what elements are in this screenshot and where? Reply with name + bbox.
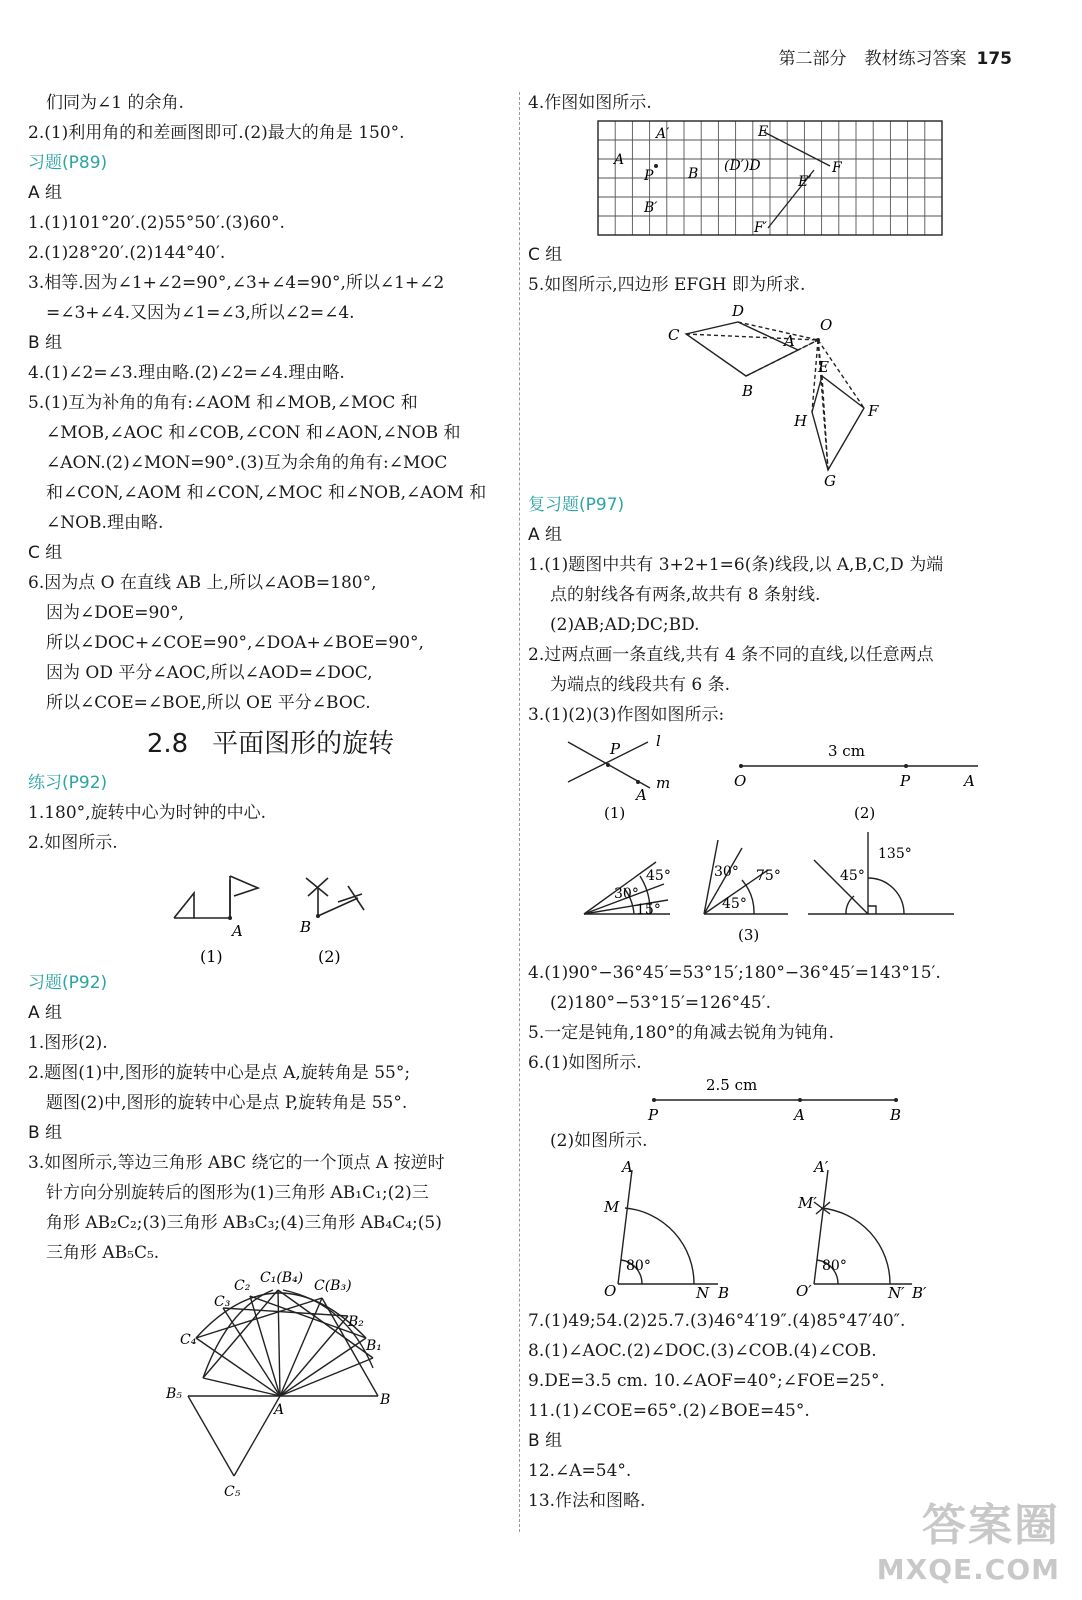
point-label: C — [668, 326, 680, 344]
point-label: B — [380, 1392, 391, 1408]
text-line: 所以∠DOC+∠COE=90°,∠DOA+∠BOE=90°, — [46, 633, 424, 653]
length-label: 3 cm — [828, 742, 865, 760]
point-label: O′ — [796, 1282, 812, 1300]
text-line: 和∠CON,∠AOM 和∠CON,∠MOC 和∠NOB,∠AOM 和 — [46, 483, 487, 503]
point-label: M′ — [798, 1194, 817, 1212]
text-line: 6.因为点 O 在直线 AB 上,所以∠AOB=180°, — [28, 573, 377, 593]
point-label: B₅ — [166, 1386, 182, 1402]
text-line: 三角形 AB₅C₅. — [46, 1243, 160, 1263]
text-line: 针方向分别旋转后的图形为(1)三角形 AB₁C₁;(2)三 — [46, 1183, 429, 1203]
column-divider — [519, 92, 520, 1532]
point-label: C₅ — [224, 1484, 241, 1500]
segment-figure — [528, 1078, 1028, 1126]
text-line: 5.如图所示,四边形 EFGH 即为所求. — [528, 275, 806, 295]
text-line: 9.DE=3.5 cm. 10.∠AOF=40°;∠FOE=25°. — [528, 1371, 885, 1391]
point-label: F′ — [754, 220, 767, 236]
text-line: ∠AON.(2)∠MON=90°.(3)互为余角的角有:∠MOC — [46, 453, 448, 473]
point-label: A′ — [814, 1158, 829, 1176]
point-label: A — [622, 1158, 633, 1176]
text-line: 4.(1)∠2=∠3.理由略.(2)∠2=∠4.理由略. — [28, 363, 345, 383]
right-column — [528, 88, 1028, 1516]
figure-caption: (1) — [200, 947, 223, 966]
text-line: 因为∠DOE=90°, — [46, 603, 185, 623]
point-label: A — [964, 772, 975, 790]
point-label: P — [900, 772, 911, 790]
point-label: G — [824, 472, 836, 490]
point-label: C₄ — [180, 1332, 197, 1348]
text-line: 13.作法和图略. — [528, 1491, 646, 1511]
text-line: 5.一定是钝角,180°的角减去锐角为钝角. — [528, 1023, 834, 1043]
point-label: C(B₃) — [314, 1278, 352, 1294]
text-line: (2)180°−53°15′=126°45′. — [550, 993, 771, 1013]
point-label: N′ — [888, 1284, 905, 1302]
point-label: E′ — [798, 174, 812, 190]
text-line: 1.图形(2). — [28, 1033, 108, 1053]
text-line: 2.(1)28°20′.(2)144°40′. — [28, 243, 226, 263]
text-line: 1.180°,旋转中心为时钟的中心. — [28, 803, 266, 823]
text-line: 角形 AB₂C₂;(3)三角形 AB₃C₃;(4)三角形 AB₄C₄;(5) — [46, 1213, 442, 1233]
text-line: 7.(1)49;54.(2)25.7.(3)46°4′19″.(4)85°47′40″. — [528, 1311, 906, 1331]
point-label: B — [300, 918, 312, 936]
text-line: 4.作图如图所示. — [528, 93, 652, 113]
point-label: A — [784, 332, 795, 350]
construction-figures — [528, 730, 1028, 958]
point-label: D — [732, 302, 745, 320]
point-label: B — [890, 1106, 902, 1124]
text-line: 1.(1)101°20′.(2)55°50′.(3)60°. — [28, 213, 285, 233]
point-label: F — [868, 402, 879, 420]
group-label: B 组 — [28, 333, 63, 353]
angle-label: 80° — [626, 1258, 651, 1274]
point-label: P — [648, 1106, 659, 1124]
text-line: 2.题图(1)中,图形的旋转中心是点 A,旋转角是 55°; — [28, 1063, 411, 1083]
point-label: A — [636, 786, 647, 804]
text-line: =∠3+∠4.又因为∠1=∠3,所以∠2=∠4. — [46, 303, 355, 323]
page-number: 175 — [976, 49, 1012, 69]
text-line: 们同为∠1 的余角. — [46, 93, 184, 113]
watermark — [877, 1489, 1060, 1586]
angle-label: 75° — [756, 868, 781, 884]
group-label: B 组 — [28, 1123, 63, 1143]
point-label: O — [604, 1282, 617, 1300]
point-label: A — [614, 152, 625, 168]
angle-label: 45° — [722, 896, 747, 912]
length-label: 2.5 cm — [706, 1078, 758, 1094]
point-label: E — [818, 358, 829, 376]
group-label: B 组 — [528, 1431, 563, 1451]
text-line: 因为 OD 平分∠AOC,所以∠AOD=∠DOC, — [46, 663, 373, 683]
point-label: B — [688, 166, 699, 182]
point-label: P — [610, 740, 621, 758]
text-line: 6.(1)如图所示. — [528, 1053, 642, 1073]
exercise-heading: 习题(P89) — [28, 153, 108, 173]
header-part: 第二部分 — [778, 49, 847, 69]
figure-caption: (3) — [738, 926, 760, 944]
point-label: A — [232, 922, 243, 940]
angle-label: 135° — [878, 846, 912, 862]
text-line: (2)如图所示. — [550, 1131, 648, 1151]
figure-caption: (2) — [318, 947, 341, 966]
rotated-triangles-figure — [28, 1268, 513, 1503]
text-line: 3.(1)(2)(3)作图如图所示: — [528, 705, 725, 725]
text-line: 12.∠A=54°. — [528, 1461, 632, 1481]
point-label: P — [644, 168, 654, 184]
grid-translation-figure — [528, 118, 1028, 240]
angle-label: 15° — [636, 902, 661, 918]
text-line: 2.过两点画一条直线,共有 4 条不同的直线,以任意两点 — [528, 645, 934, 665]
rotation-figure-small — [28, 858, 513, 968]
angle-label: 45° — [646, 868, 671, 884]
line-label: m — [656, 774, 671, 792]
text-line: ∠NOB.理由略. — [46, 513, 164, 533]
angle-copy-figures — [528, 1156, 1028, 1306]
figure-caption: (1) — [604, 804, 626, 822]
section-number: 2.8 — [146, 729, 189, 759]
figure-caption: (2) — [854, 804, 876, 822]
angle-label: 45° — [840, 868, 865, 884]
text-line: 3.相等.因为∠1+∠2=90°,∠3+∠4=90°,所以∠1+∠2 — [28, 273, 445, 293]
text-line: 3.如图所示,等边三角形 ABC 绕它的一个顶点 A 按逆时 — [28, 1153, 445, 1173]
text-line: 8.(1)∠AOC.(2)∠DOC.(3)∠COB.(4)∠COB. — [528, 1341, 877, 1361]
point-label: B₂ — [348, 1314, 364, 1330]
point-label: B′ — [912, 1284, 927, 1302]
text-line: 题图(2)中,图形的旋转中心是点 P,旋转角是 55°. — [46, 1093, 408, 1113]
point-label: H — [794, 412, 808, 430]
group-label: A 组 — [28, 1003, 63, 1023]
section-name: 平面图形的旋转 — [212, 729, 395, 759]
text-line: 点的射线各有两条,故共有 8 条射线. — [550, 585, 821, 605]
text-line: 11.(1)∠COE=65°.(2)∠BOE=45°. — [528, 1401, 810, 1421]
point-label: O — [820, 316, 833, 334]
quadrilateral-figure — [528, 300, 1028, 490]
point-label: B — [742, 382, 754, 400]
text-line: 1.(1)题图中共有 3+2+1=6(条)线段,以 A,B,C,D 为端 — [528, 555, 944, 575]
angle-label: 80° — [822, 1258, 847, 1274]
text-line: 5.(1)互为补角的角有:∠AOM 和∠MOB,∠MOC 和 — [28, 393, 418, 413]
text-line: ∠MOB,∠AOC 和∠COB,∠CON 和∠AON,∠NOB 和 — [46, 423, 461, 443]
watermark-url: MXQE.COM — [876, 1553, 1060, 1586]
point-label: E — [758, 124, 769, 140]
text-line: 为端点的线段共有 6 条. — [550, 675, 731, 695]
group-label: C 组 — [528, 245, 563, 265]
exercise-heading: 复习题(P97) — [528, 495, 625, 515]
point-label: B′ — [644, 200, 658, 216]
point-label: O — [734, 772, 747, 790]
group-label: A 组 — [28, 183, 63, 203]
page-header — [779, 44, 1013, 69]
exercise-heading: 习题(P92) — [28, 973, 108, 993]
line-label: l — [656, 732, 661, 750]
angle-label: 30° — [714, 864, 739, 880]
exercise-heading: 练习(P92) — [28, 773, 108, 793]
header-title: 教材练习答案 — [864, 49, 967, 69]
group-label: C 组 — [28, 543, 63, 563]
point-label: N — [696, 1284, 710, 1302]
text-line: 所以∠COE=∠BOE,所以 OE 平分∠BOC. — [46, 693, 371, 713]
point-label: C₁(B₄) — [260, 1270, 304, 1286]
angle-label: 30° — [614, 886, 639, 902]
point-label: A′ — [656, 126, 670, 142]
point-label: B — [718, 1284, 730, 1302]
point-label: (D′)D — [724, 158, 761, 174]
left-column — [28, 88, 513, 1503]
text-line: (2)AB;AD;DC;BD. — [550, 615, 700, 635]
section-title — [28, 724, 513, 764]
point-label: A — [794, 1106, 805, 1124]
group-label: A 组 — [528, 525, 563, 545]
point-label: A — [274, 1402, 285, 1418]
text-line: 2.(1)利用角的和差画图即可.(2)最大的角是 150°. — [28, 123, 405, 143]
point-label: M — [604, 1198, 620, 1216]
text-line: 4.(1)90°−36°45′=53°15′;180°−36°45′=143°15′. — [528, 963, 941, 983]
point-label: F — [832, 160, 842, 176]
point-label: C₂ — [234, 1278, 251, 1294]
point-label: C₃ — [214, 1294, 231, 1310]
text-line: 2.如图所示. — [28, 833, 118, 853]
point-label: B₁ — [366, 1338, 382, 1354]
watermark-logo-text: 答案圈 — [922, 1500, 1060, 1551]
